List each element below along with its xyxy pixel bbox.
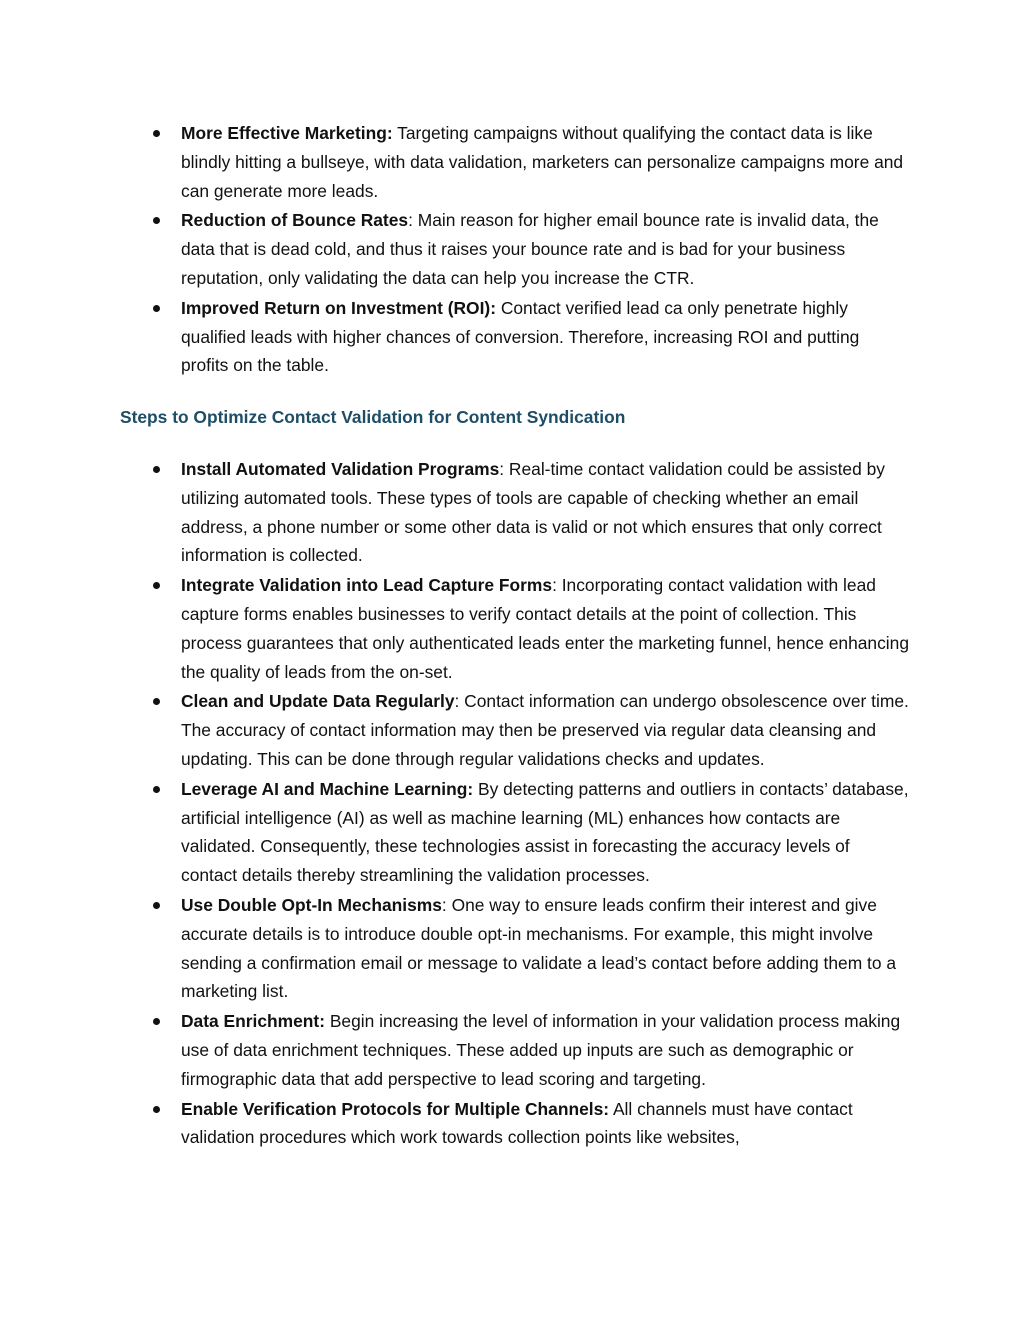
item-term: Integrate Validation into Lead Capture Forms (181, 575, 553, 596)
bullet-icon (153, 466, 160, 473)
item-term: Leverage AI and Machine Learning: (181, 778, 474, 799)
item-term: Use Double Opt-In Mechanisms (181, 894, 442, 915)
list-item (120, 119, 910, 205)
list-item (120, 1095, 910, 1153)
item-term: Clean and Update Data Regularly (181, 691, 455, 712)
item-text: Contact verified lead ca only penetrate highly qualified leads with higher chances of conversion. Therefore, increasing ROI and putting profits on the table. (181, 297, 860, 376)
bullet-icon (153, 582, 160, 589)
list-item (120, 294, 910, 380)
list-item (120, 1007, 910, 1093)
list-item (120, 687, 910, 773)
list-item (120, 206, 910, 292)
bullet-icon (153, 698, 160, 705)
item-term: Install Automated Validation Programs (181, 459, 500, 479)
benefits-list (120, 119, 910, 381)
bullet-icon (153, 786, 160, 793)
list-item (120, 571, 910, 686)
bullet-icon (153, 902, 160, 909)
section-heading: Steps to Optimize Contact Validation for Content Syndication (120, 407, 626, 427)
item-term: Enable Verification Protocols for Multiple Channels: (181, 1098, 610, 1119)
item-text: By detecting patterns and outliers in contacts’ database, artificial intelligence (AI) as well as machine learning (ML) enhances how contacts are validated. Consequently, these technologies assist in forecasting the accuracy levels of contact details thereby streamlining the validation processes. (181, 778, 909, 886)
bullet-icon (153, 1018, 160, 1025)
item-text: : Contact information can undergo obsolescence over time. The accuracy of contact information may then be preserved via regular data cleansing and updating. This can be done through regular validations checks and updates. (181, 691, 909, 769)
bullet-icon (153, 217, 160, 224)
item-text: Targeting campaigns without qualifying the contact data is like blindly hitting a bullseye, with data validation, marketers can personalize campaigns more and can generate more leads. (181, 123, 904, 201)
list-item (120, 455, 910, 570)
list-item (120, 775, 910, 890)
item-term: More Effective Marketing: (181, 123, 393, 143)
item-term: Improved Return on Investment (ROI): (181, 297, 496, 318)
item-text: : Main reason for higher email bounce rate is invalid data, the data that is dead cold, and thus it raises your bounce rate and is bad for your business reputation, only validating the data can help you increase the CTR. (181, 210, 879, 288)
steps-list (120, 455, 910, 1153)
item-text: Begin increasing the level of information in your validation process making use of data enrichment techniques. These added up inputs are such as demographic or firmographic data that add perspective to lead scoring and targeting. (181, 1011, 901, 1089)
item-text: : One way to ensure leads confirm their interest and give accurate details is to introduce double opt-in mechanisms. For example, this might involve sending a confirmation email or message to validate a lead’s contact before adding them to a marketing list. (181, 894, 897, 1002)
item-text: All channels must have contact validation procedures which work towards collection points like websites, (181, 1098, 853, 1148)
bullet-icon (153, 305, 160, 312)
bullet-icon (153, 130, 160, 137)
bullet-icon (153, 1106, 160, 1113)
list-item (120, 891, 910, 1006)
item-text: : Real-time contact validation could be assisted by utilizing automated tools. These types of tools are capable of checking whether an email address, a phone number or some other data is valid or not which ensures that only correct information is collected. (181, 459, 885, 566)
item-text: : Incorporating contact validation with lead capture forms enables businesses to verify contact details at the point of collection. This process guarantees that only authenticated leads enter the marketing funnel, hence enhancing the quality of leads from the on-set. (181, 575, 910, 682)
item-term: Data Enrichment: (181, 1011, 325, 1032)
item-term: Reduction of Bounce Rates (181, 210, 409, 231)
